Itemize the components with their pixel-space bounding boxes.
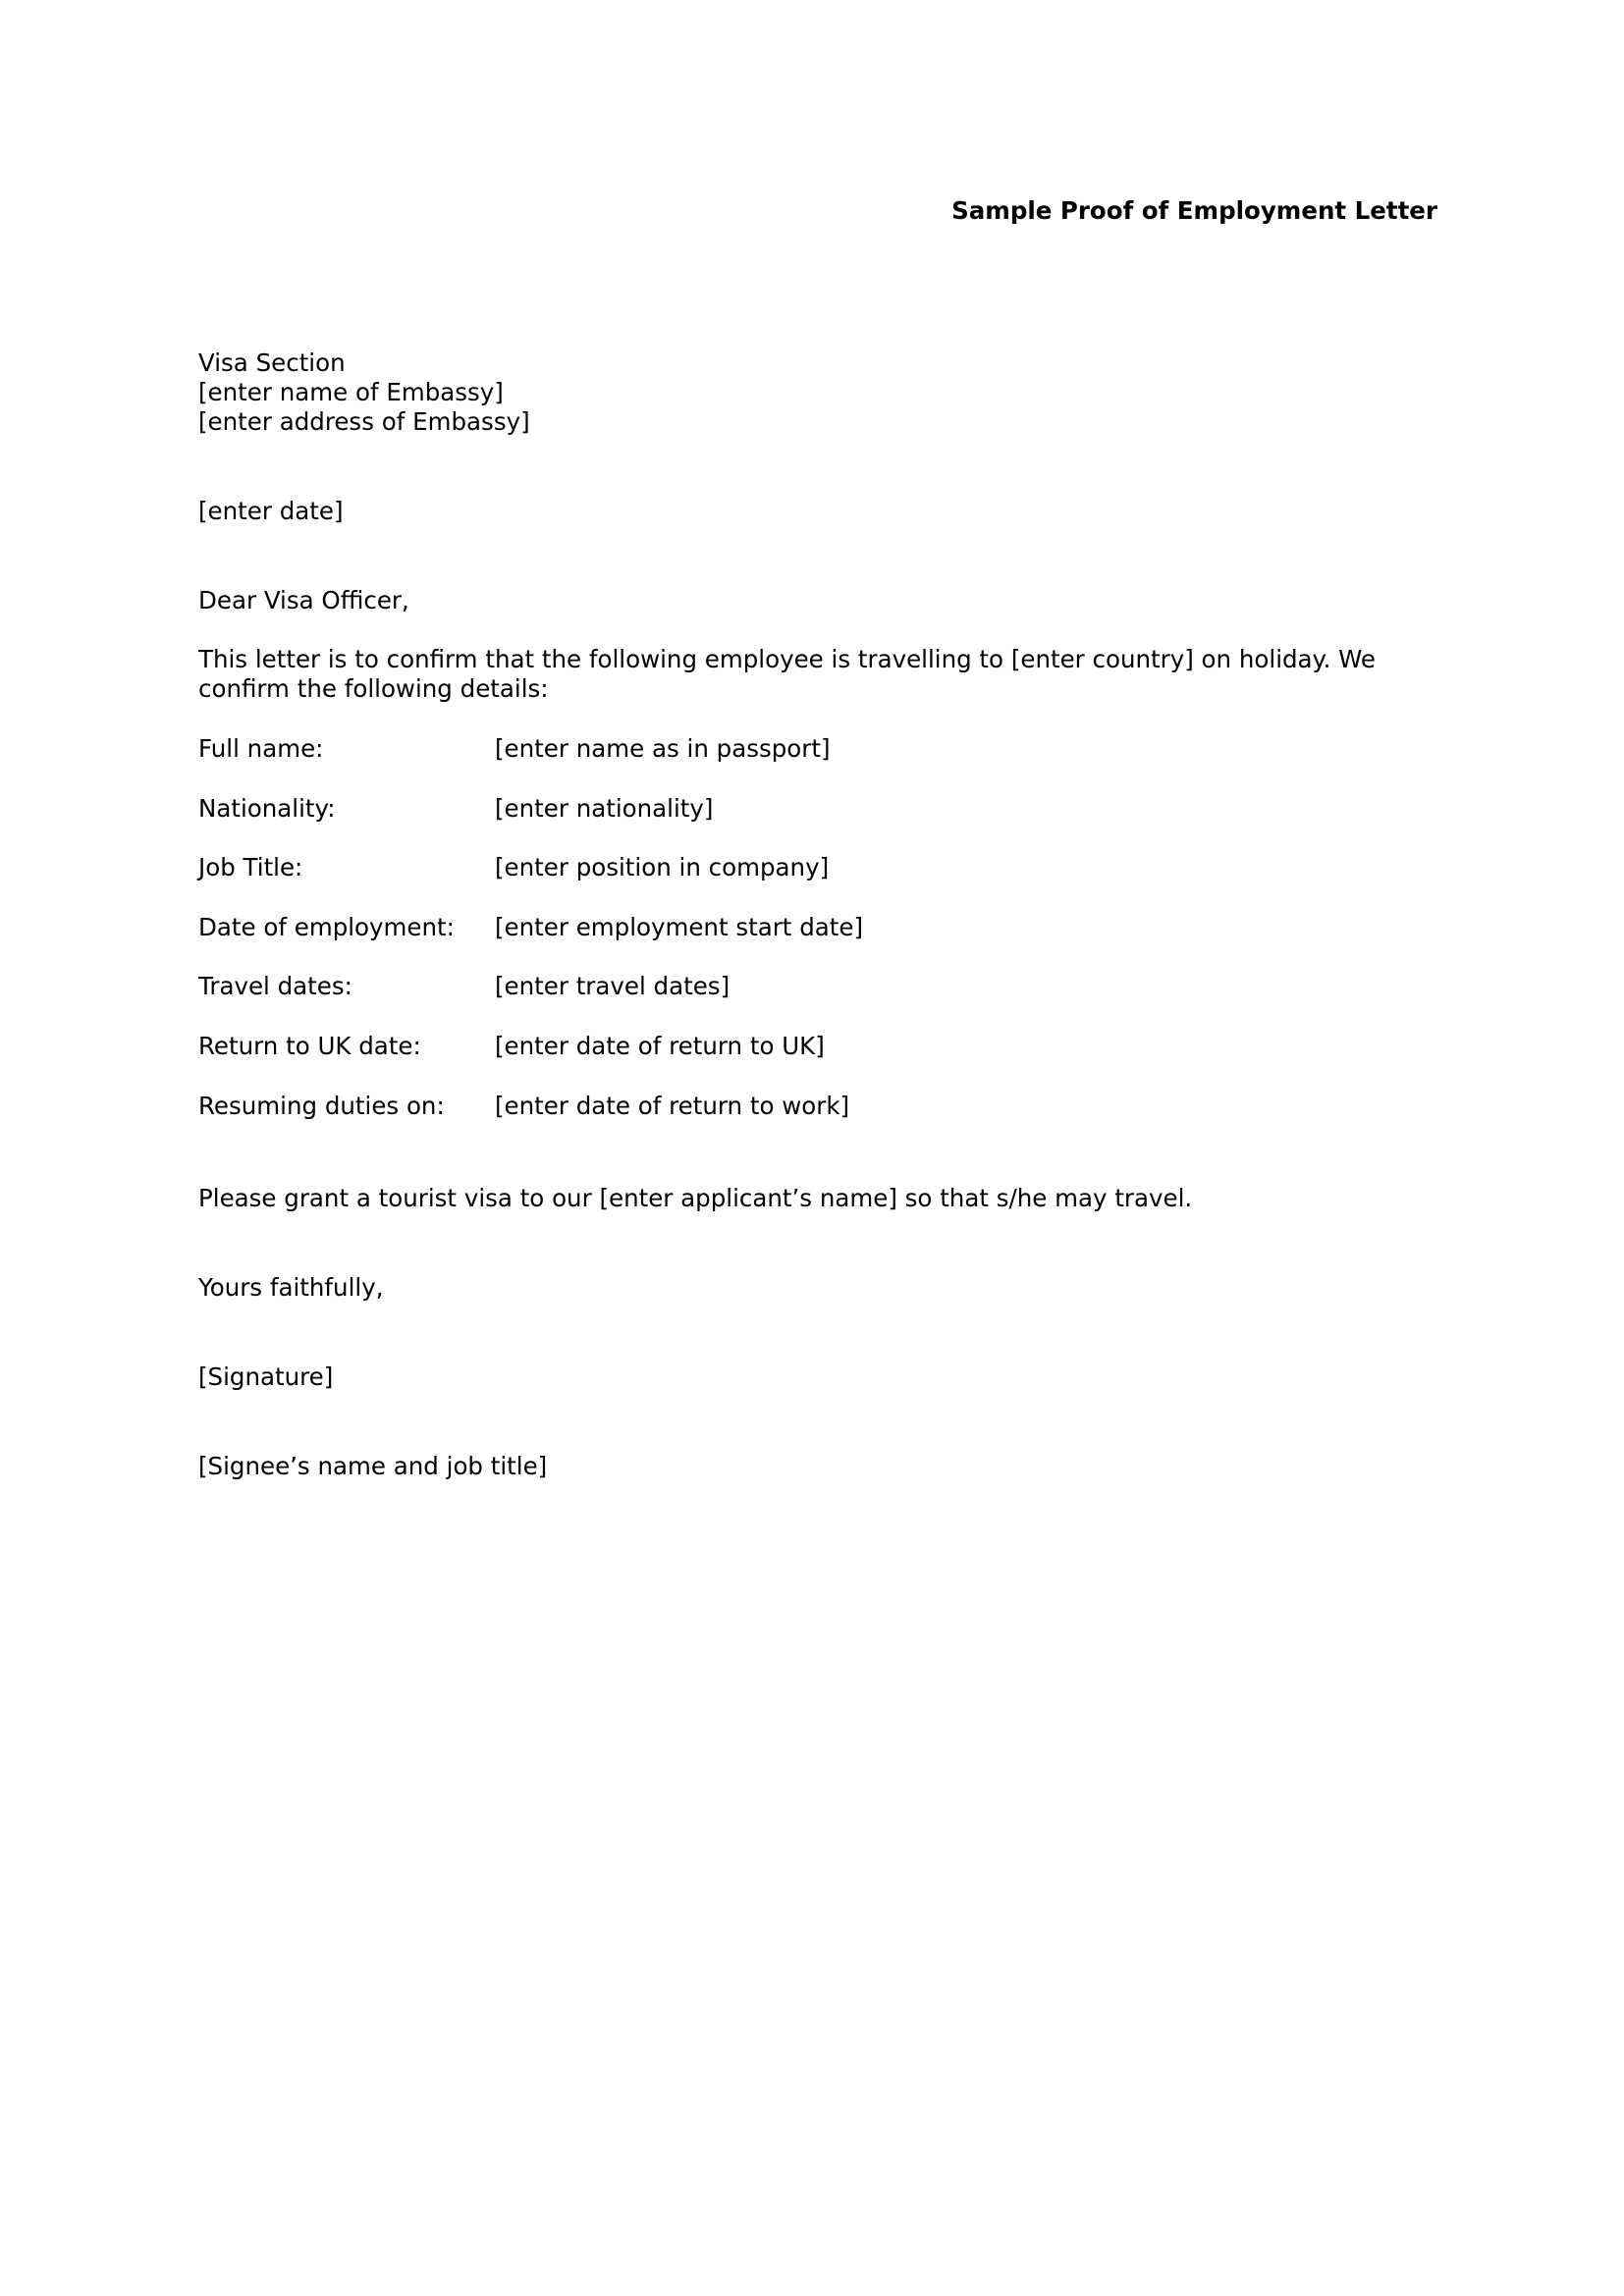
detail-value: [enter employment start date] xyxy=(495,912,864,941)
address-line: [enter name of Embassy] xyxy=(198,378,504,406)
detail-label: Return to UK date: xyxy=(198,1031,421,1060)
detail-row-full-name xyxy=(198,734,863,764)
detail-label: Nationality: xyxy=(198,793,336,823)
detail-value: [enter nationality] xyxy=(495,793,714,823)
detail-label: Travel dates: xyxy=(198,972,352,1001)
letter-date: [enter date] xyxy=(198,497,344,525)
detail-row-date-of-employment xyxy=(198,913,863,942)
visa-request-paragraph: Please grant a tourist visa to our [enter applicant’s name] so that s/he may travel. xyxy=(198,1184,1193,1212)
salutation: Dear Visa Officer, xyxy=(198,586,409,614)
detail-label: Date of employment: xyxy=(198,912,455,941)
intro-paragraph: This letter is to confirm that the following employee is travelling to [enter country] on holiday. We confirm the following details: xyxy=(198,645,1377,703)
detail-row-travel-dates xyxy=(198,972,863,1001)
letter-title: Sample Proof of Employment Letter xyxy=(951,196,1437,225)
detail-label: Full name: xyxy=(198,734,324,763)
closing: Yours faithfully, xyxy=(198,1273,384,1302)
signee-name-title: [Signee’s name and job title] xyxy=(198,1452,548,1480)
signature-placeholder: [Signature] xyxy=(198,1362,334,1391)
detail-value: [enter position in company] xyxy=(495,853,830,882)
detail-label: Job Title: xyxy=(198,853,303,882)
detail-value: [enter travel dates] xyxy=(495,972,731,1001)
detail-row-nationality xyxy=(198,794,863,824)
detail-row-job-title xyxy=(198,853,863,882)
detail-row-return-date xyxy=(198,1032,863,1061)
detail-value: [enter date of return to work] xyxy=(495,1091,850,1120)
employee-details xyxy=(198,734,863,1150)
address-line: [enter address of Embassy] xyxy=(198,407,530,436)
detail-value: [enter date of return to UK] xyxy=(495,1031,825,1060)
recipient-address xyxy=(198,348,1465,437)
address-line: Visa Section xyxy=(198,348,346,377)
detail-row-resuming-duties xyxy=(198,1092,863,1121)
detail-label: Resuming duties on: xyxy=(198,1091,445,1120)
detail-value: [enter name as in passport] xyxy=(495,734,831,763)
